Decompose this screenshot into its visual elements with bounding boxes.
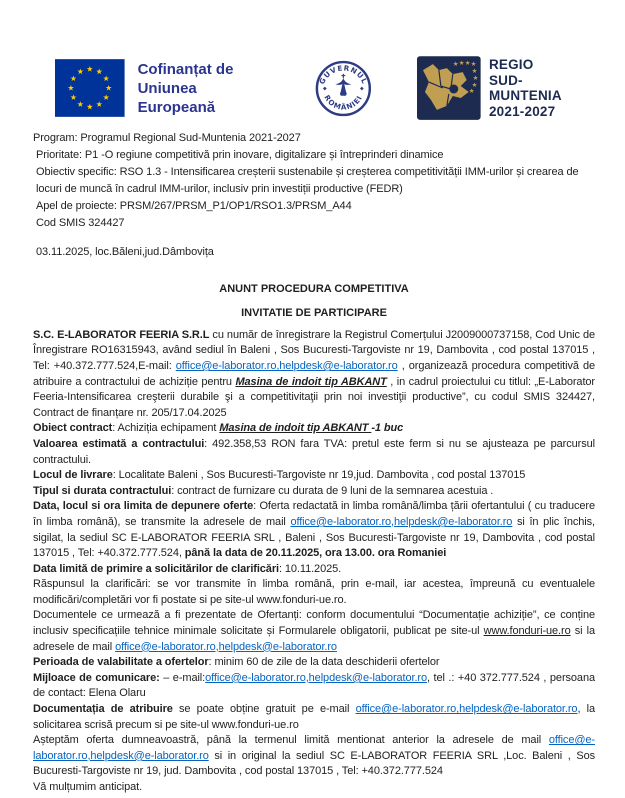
email-link[interactable]: office@e-laborator.ro,helpdesk@e-laborator.ro — [33, 734, 595, 762]
regio-logo-line2: SUD-MUNTENIA — [488, 72, 562, 103]
email-link[interactable]: office@e-laborator.ro,helpdesk@e-laborator.ro — [355, 703, 578, 716]
email-link[interactable]: office@e-laborator.ro,helpdesk@e-laborator.ro — [115, 640, 337, 653]
deadline-text: până la data de 20.11.2025, ora 13.00. ora Romaniei — [184, 547, 447, 560]
eu-flag-icon — [55, 59, 125, 117]
paragraph-company-intro: S.C. E-LABORATOR FEERIA S.R.L cu număr de înregistrare la Registrul Comerțului J2009000737158, Cod Unic de Înregistrare RO16315943, având sediul în Baleni , Sos Bucuresti-Targoviste nr 19, Dambovita , cod postal 137015 , Tel: +40.372.777.524,E-mail: office@e-laborator.ro,helpdesk@e-laborator.ro , organizează procedura competitivă de atribuire a contractului de achiziție pentru Masina de indoit tip ABKANT , in cadrul proiectului cu titlul: „E-Laborator Feeria-Intensificarea creşterii durabile şi a competitivitaţii prin noi investiţii productive”, cu codul SMIS 324427, Contract de finanțare nr. 205/17.04.2025 — [33, 328, 595, 419]
call-line: Apel de proiecte: PRSM/267/PRSM_P1/OP1/RSO1.3/PRSM_A44 — [36, 200, 352, 212]
email-link[interactable]: office@e-laborator.ro,helpdesk@e-laborator.ro — [175, 359, 398, 372]
paragraph-clarification-response: Răspunsul la clarificări: se vor transmite în limba română, prin e-mail, iar acestea, împreună cu eventualele modificări/completări vor fi postate si pe site-ul www.fonduri-ue.ro. — [33, 578, 595, 606]
fonduri-ue-link[interactable]: www.fonduri-ue.ro — [483, 625, 571, 638]
paragraph-required-documents: Documentele ce urmează a fi prezentate de Ofertanți: conform documentului “Documentație achiziție”, ce conține inclusiv specificațiile tehnice minimale solicitate și Formularele obligatorii, publicat pe site-ul www.fonduri-ue.ro si la adresele de mail office@e-laborator.ro,helpdesk@e-laborator.ro — [33, 609, 595, 653]
paragraph-contract-duration: Tipul si durata contractului: contract de furnizare cu durata de 9 luni de la semnarea acestuia . — [33, 484, 494, 497]
eu-logo-text-line1: Cofinanțat de — [137, 60, 234, 78]
paragraph-clarification-deadline: Data limită de primire a solicitărilor de clarificări: 10.11.2025. — [33, 562, 342, 575]
paragraph-awaiting-offer: Așteptăm oferta dumneavoastră, până la termenul limită mentionat anterior la adresele de mail office@e-laborator.ro,helpdesk@e-laborator.ro si in original la sediul SC E-LABORATOR FEERIA SRL ,Loc. Baleni , Sos Bucuresti-Targoviste nr 19, jud. Dambovita , cod postal 137015 , Tel: +40.372.777.524 — [33, 734, 595, 778]
guvernul-romaniei-seal-icon — [315, 60, 372, 117]
priority-line: Prioritate: P1 -O regiune competitivă prin inovare, digitalizare și întreprinderi dinamice — [36, 149, 444, 161]
svg-text:★: ★ — [469, 86, 475, 95]
paragraph-offer-validity: Perioada de valabilitate a ofertelor: minim 60 de zile de la data deschiderii ofertelor — [33, 656, 440, 669]
header-logos — [33, 56, 595, 120]
eu-logo-text — [138, 60, 278, 117]
program-info-block — [33, 130, 595, 232]
sud-muntenia-map-icon — [417, 56, 481, 120]
paragraph-documentation: Documentația de atribuire se poate obține gratuit pe e-mail office@e-laborator.ro,helpdesk@e-laborator.ro, la solicitarea scrisă precum si pe site-ul www.fonduri-ue.ro — [33, 703, 595, 731]
eu-cofunded-logo — [55, 59, 278, 117]
paragraph-delivery-place: Locul de livrare: Localitate Baleni , Sos Bucuresti-Targoviste nr 19,jud. Dambovita , cod postal 137015 — [33, 469, 526, 482]
email-link[interactable]: office@e-laborator.ro,helpdesk@e-laborator.ro — [205, 671, 427, 684]
announcement-title: ANUNT PROCEDURA COMPETITIVA — [219, 282, 409, 295]
svg-text:ROMÂNIEI: ROMÂNIEI — [322, 92, 364, 112]
svg-text:★: ★ — [472, 67, 478, 76]
svg-text:★: ★ — [453, 60, 459, 69]
eu-logo-text-line2: Uniunea Europeană — [137, 79, 216, 116]
svg-text:★: ★ — [473, 74, 479, 83]
paragraph-communication-means: Mijloace de comunicare: – e-mail:office@e-laborator.ro,helpdesk@e-laborator.ro, tel .: +40 372.777.524 , persoana de contact: Elena Olaru — [33, 671, 595, 700]
regio-logo-line3: 2021-2027 — [488, 103, 556, 119]
svg-text:★: ★ — [471, 60, 477, 69]
paragraph-thanks: Vă mulțumim anticipat. — [33, 781, 143, 793]
regio-sud-muntenia-logo — [417, 56, 595, 120]
svg-text:GUVERNUL: GUVERNUL — [316, 62, 370, 86]
invitation-title: INVITATIE DE PARTICIPARE — [241, 307, 387, 320]
email-link[interactable]: office@e-laborator.ro,helpdesk@e-laborator.ro — [290, 515, 513, 528]
svg-text:★: ★ — [459, 59, 465, 68]
smis-code-line: Cod SMIS 324427 — [36, 217, 125, 229]
paragraph-offer-submission: Data, locul si ora limita de depunere oferte: Oferta redactată in limba română/limba țării ofertantului ( cu traducere în limba română), se transmite la adresele de mail office@e-laborator.ro,helpdesk@e-laborator.ro si în plic închis, sigilat, la sediul SC E-LABORATOR FEERIA SRL , Baleni , Sos Bucuresti-Targoviste nr 19, Dambovita , cod postal 137015 , Tel: +40.372.777.524, până la data de 20.11.2025, ora 13.00. ora Romaniei — [33, 500, 595, 560]
equipment-name: Masina de indoit tip ABKANT — [235, 375, 387, 388]
svg-text:★: ★ — [465, 59, 471, 68]
date-location-line: 03.11.2025, loc.Băleni,jud.Dâmbovița — [36, 246, 214, 258]
program-line: Program: Programul Regional Sud-Muntenia 2021-2027 — [33, 132, 301, 144]
equipment-name: Masina de indoit tip ABKANT — [219, 422, 372, 435]
company-name: S.C. E-LABORATOR FEERIA S.R.L — [33, 328, 210, 341]
paragraph-estimated-value: Valoarea estimată a contractului: 492.358,53 RON fara TVA: pretul este ferm si nu se ajusteaza pe parcursul contractului. — [33, 437, 595, 466]
document-body — [33, 328, 595, 796]
paragraph-object-contract: Obiect contract: Achiziția echipament Masina de indoit tip ABKANT -1 buc — [33, 422, 404, 435]
regio-logo-line1: REGIO — [488, 57, 534, 72]
regio-logo-text — [489, 57, 595, 119]
svg-text:★: ★ — [472, 81, 478, 90]
objective-line: Obiectiv specific: RSO 1.3 - Intensificarea creșterii sustenabile și creșterea competitivității IMM-urilor și crearea de locuri de muncă în cadrul IMM-urilor, inclusiv prin investiții productive (FEDR) — [36, 166, 579, 195]
